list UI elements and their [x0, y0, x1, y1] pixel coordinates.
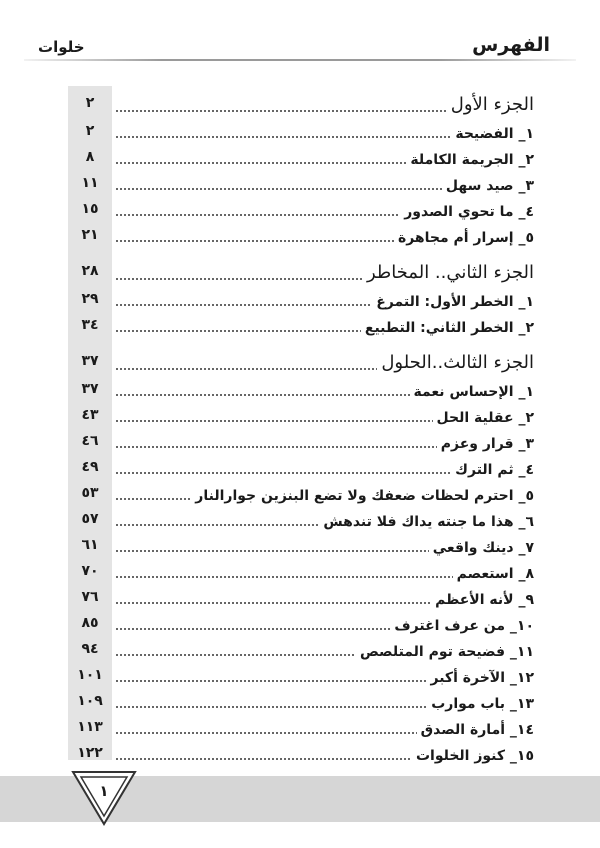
toc-entry-title: ٣_ صيد سهل	[442, 178, 534, 194]
toc-entry-row	[68, 170, 534, 196]
toc-entry-title: ١٠_ من عرف اغترف	[390, 618, 534, 634]
toc-entry-title: ٦_ هذا ما جنته يداك فلا تندهش	[319, 514, 534, 530]
toc-entry-title: ١٤_ أمارة الصدق	[417, 722, 534, 738]
toc-entry-row	[68, 222, 534, 248]
toc-page-number: ١٠١	[77, 667, 103, 683]
toc-page-number: ٥٧	[81, 511, 99, 527]
toc-page-number: ٤٦	[81, 433, 99, 449]
toc-entry-row	[68, 636, 534, 662]
toc-page-number: ١١	[81, 175, 99, 191]
toc-entry-title: ٩_ لأنه الأعظم	[431, 592, 534, 608]
toc-entry-title: ٨_ استعصم	[453, 566, 534, 582]
toc-page-number: ١٠٩	[77, 693, 103, 709]
toc-entry-row	[68, 584, 534, 610]
toc-page-number: ٥٣	[81, 485, 99, 501]
toc-entry-row	[68, 312, 534, 338]
toc-page-number: ٣٤	[81, 317, 99, 333]
toc-entry-title: ١٢_ الآخرة أكبر	[427, 670, 535, 686]
toc-entry-title: ٢_ الجريمة الكاملة	[406, 152, 534, 168]
toc-page-number: ٧٠	[81, 563, 99, 579]
toc-entry-row	[68, 688, 534, 714]
page-header	[0, 0, 600, 62]
toc-part-row	[68, 88, 534, 118]
toc-entry-title: ١_ الفضيحة	[451, 126, 534, 142]
toc-page-number: ٤٣	[81, 407, 99, 423]
toc-part-title: الجزء الثاني.. المخاطر	[363, 262, 534, 283]
toc-page-number: ١٢٢	[77, 745, 103, 761]
table-of-contents	[68, 88, 534, 766]
toc-entry-row	[68, 740, 534, 766]
toc-page-number: ١٥	[81, 201, 99, 217]
toc-entry-title: ٧_ دينك واقعي	[429, 540, 534, 556]
toc-page-number: ٦١	[81, 537, 99, 553]
toc-part-title: الجزء الأول	[447, 94, 534, 115]
toc-entry-row	[68, 286, 534, 312]
toc-entry-row	[68, 558, 534, 584]
toc-page-number: ٢٩	[81, 291, 99, 307]
toc-entry-row	[68, 376, 534, 402]
toc-page-number: ١١٣	[77, 719, 103, 735]
toc-entry-title: ٥_ إسرار أم مجاهرة	[394, 230, 534, 246]
toc-entry-title: ٤_ ثم الترك	[451, 462, 534, 478]
toc-part-row	[68, 256, 534, 286]
toc-entry-title: ١٣_ باب موارب	[427, 696, 534, 712]
toc-entry-title: ٤_ ما تحوي الصدور	[400, 204, 534, 220]
toc-page-number: ٨٥	[81, 615, 99, 631]
toc-page-number: ٣٧	[81, 381, 99, 397]
toc-entry-title: ١_ الخطر الأول: التمرغ	[372, 294, 534, 310]
toc-entry-title: ١٥_ كنوز الخلوات	[412, 748, 534, 764]
toc-part-title: الجزء الثالث..الحلول	[377, 352, 534, 373]
toc-entry-row	[68, 610, 534, 636]
toc-entry-title: ٥_ احترم لحظات ضعفك ولا تضع البنزين جوارالنار	[191, 488, 534, 504]
toc-entry-row	[68, 506, 534, 532]
toc-entry-row	[68, 118, 534, 144]
toc-page-number: ٢٨	[81, 263, 99, 279]
toc-entry-row	[68, 196, 534, 222]
toc-entry-row	[68, 454, 534, 480]
header-rule	[24, 59, 576, 61]
toc-entry-row	[68, 714, 534, 740]
toc-entry-title: ١١_ فضيحة توم المتلصص	[356, 644, 534, 660]
toc-entry-row	[68, 144, 534, 170]
toc-entry-row	[68, 532, 534, 558]
toc-entry-row	[68, 480, 534, 506]
toc-entry-row	[68, 662, 534, 688]
toc-page-number: ٧٦	[81, 589, 99, 605]
book-title: خلوات	[38, 38, 85, 56]
toc-page-number: ٩٤	[81, 641, 99, 657]
toc-entry-title: ٢_ الخطر الثاني: التطبيع	[361, 320, 534, 336]
toc-page-number: ٢١	[81, 227, 99, 243]
toc-entry-row	[68, 402, 534, 428]
toc-entry-title: ٢_ عقلية الحل	[433, 410, 535, 426]
toc-entry-title: ١_ الإحساس نعمة	[410, 384, 534, 400]
toc-entry-row	[68, 428, 534, 454]
toc-page-number: ٢	[85, 123, 95, 139]
toc-page-number: ٨	[85, 149, 95, 165]
toc-page-number: ٤٩	[81, 459, 99, 475]
toc-entry-title: ٣_ قرار وعزم	[437, 436, 534, 452]
toc-part-row	[68, 346, 534, 376]
toc-page-number: ٣٧	[81, 353, 99, 369]
index-heading: الفهرس	[472, 34, 550, 56]
toc-page-number: ٢	[85, 95, 95, 111]
page-number: ١	[99, 782, 109, 800]
